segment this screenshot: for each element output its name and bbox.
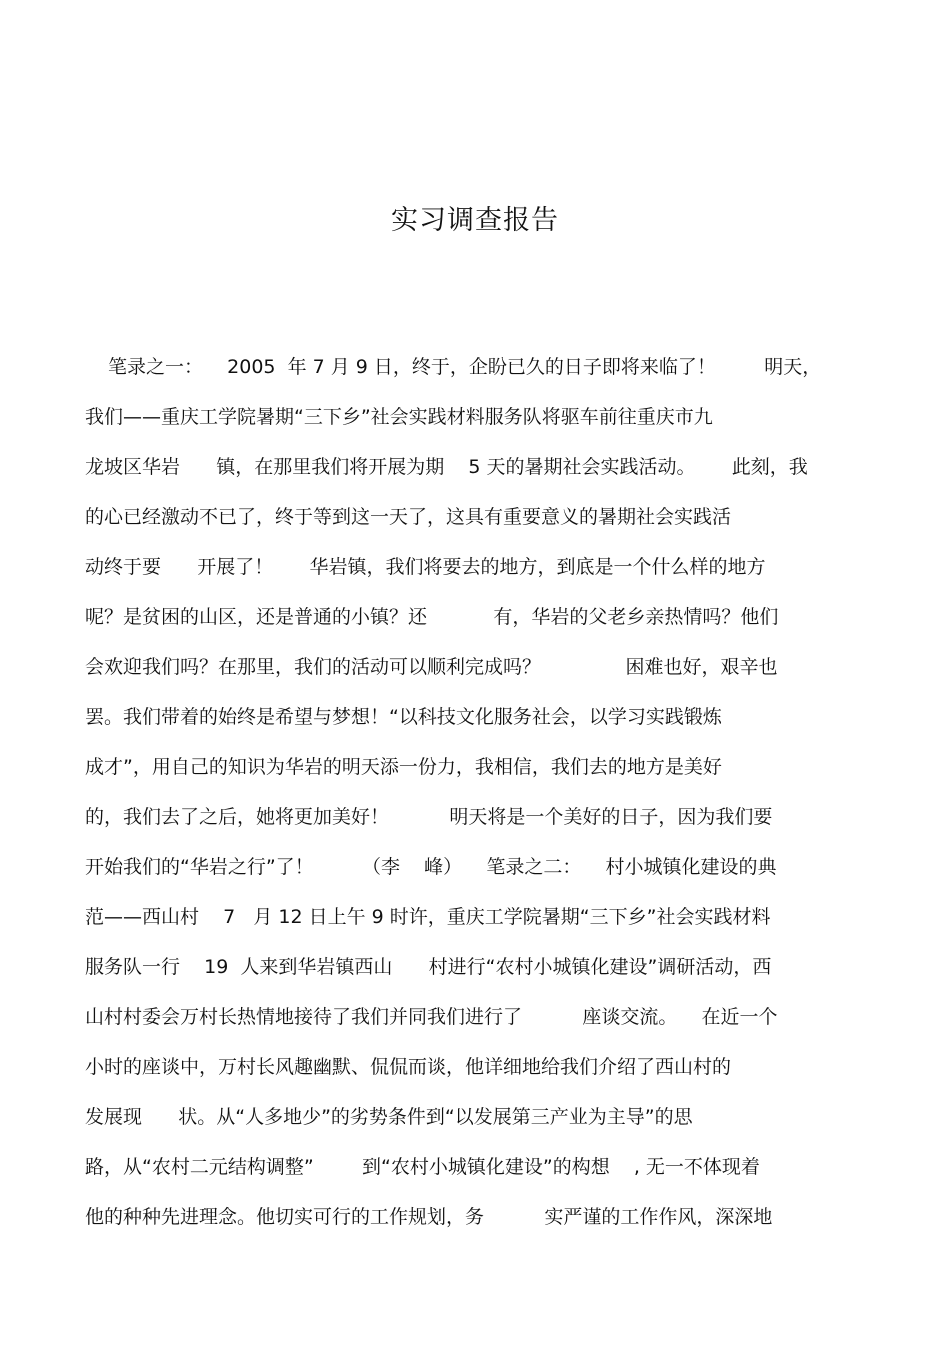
body-line: 路，从“农村二元结构调整” 到“农村小城镇化建设”的构想 , 无一不体现着 (85, 1156, 760, 1178)
body-line: 动终于要 开展了！ 华岩镇，我们将要去的地方，到底是一个什么样的地方 (85, 556, 766, 578)
body-line: 小时的座谈中，万村长风趣幽默、侃侃而谈，他详细地给我们介绍了西山村的 (85, 1056, 732, 1078)
body-line: 成才”，用自己的知识为华岩的明天添一份力，我相信，我们去的地方是美好 (85, 756, 722, 778)
body-line: 龙坡区华岩 镇，在那里我们将开展为期 5 天的暑期社会实践活动。 此刻，我 (85, 456, 808, 478)
body-line: 范——西山村 7 月 12 日上午 9 时许，重庆工学院暑期“三下乡”社会实践材料 (85, 906, 771, 928)
document-body (85, 350, 875, 1250)
body-line: 他的种种先进理念。他切实可行的工作规划，务 实严谨的工作作风，深深地 (85, 1206, 773, 1228)
body-line: 的，我们去了之后，她将更加美好！ 明天将是一个美好的日子，因为我们要 (85, 806, 773, 828)
body-line: 山村村委会万村长热情地接待了我们并同我们进行了 座谈交流。 在近一个 (85, 1006, 778, 1028)
body-line: 会欢迎我们吗？在那里，我们的活动可以顺利完成吗？ 困难也好，艰辛也 (85, 656, 778, 678)
body-line: 服务队一行 19 人来到华岩镇西山 村进行“农村小城镇化建设”调研活动，西 (85, 956, 772, 978)
body-line: 呢？是贫困的山区，还是普通的小镇？还 有，华岩的父老乡亲热情吗？他们 (85, 606, 779, 628)
body-line: 发展现 状。从“人多地少”的劣势条件到“以发展第三产业为主导”的思 (85, 1106, 693, 1128)
body-line: 罢。我们带着的始终是希望与梦想！“以科技文化服务社会，以学习实践锻炼 (85, 706, 722, 728)
body-line: 笔录之一： 2005 年 7 月 9 日，终于，企盼已久的日子即将来临了！ 明天， (108, 356, 822, 378)
body-line: 我们——重庆工学院暑期“三下乡”社会实践材料服务队将驱车前往重庆市九 (85, 406, 713, 428)
document-title: 实习调查报告 (391, 205, 559, 236)
body-line: 开始我们的“华岩之行”了！ （李 峰） 笔录之二： 村小城镇化建设的典 (85, 856, 777, 878)
body-line: 的心已经激动不已了，终于等到这一天了，这具有重要意义的暑期社会实践活 (85, 506, 732, 528)
